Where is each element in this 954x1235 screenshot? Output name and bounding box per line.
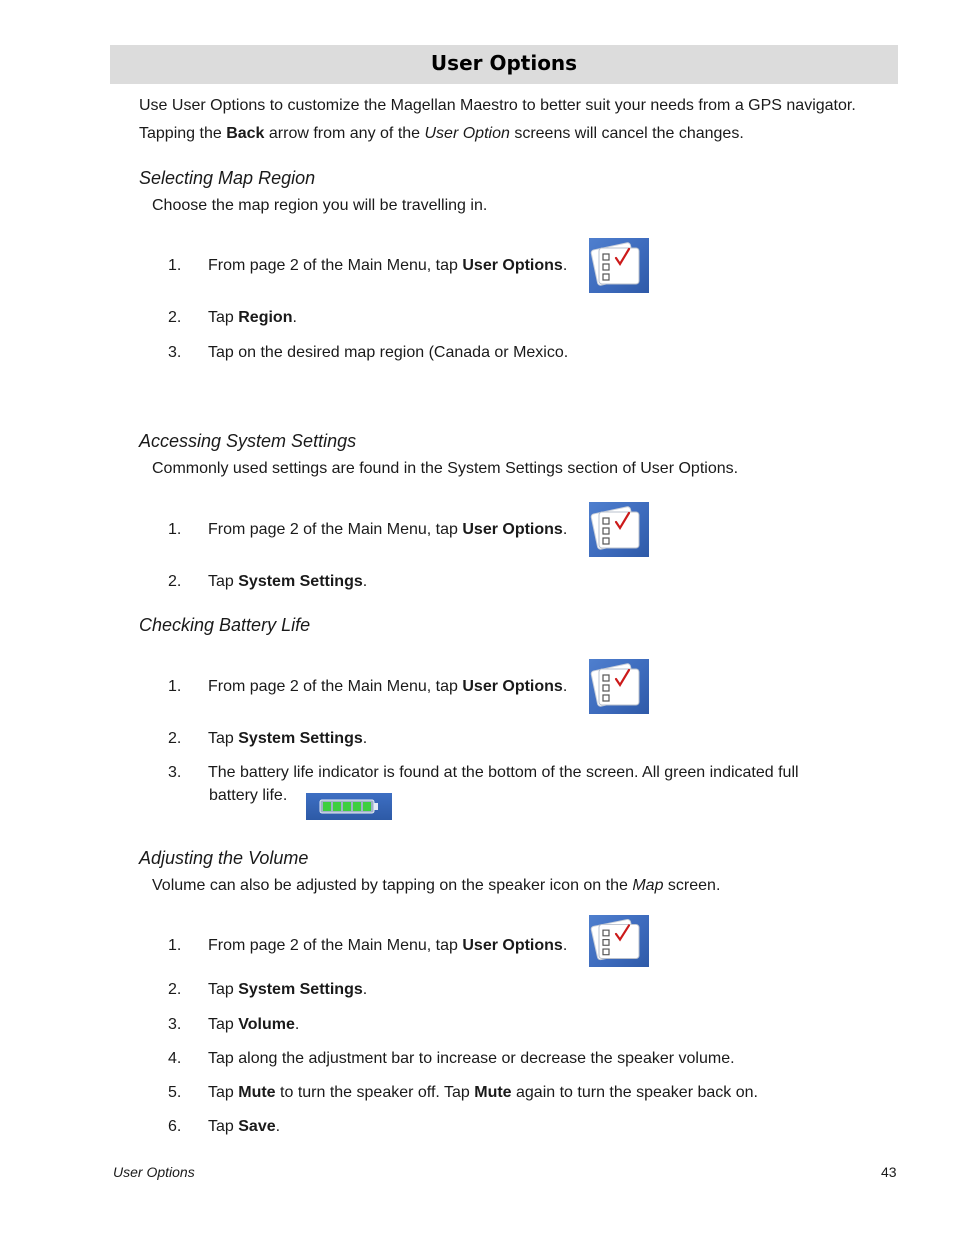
step-number: 3.	[168, 1016, 182, 1033]
step-number: 1.	[168, 937, 182, 954]
step-number: 5.	[168, 1084, 182, 1101]
step-text: battery life.	[209, 787, 288, 804]
step-text	[208, 257, 567, 275]
section-desc-system: Commonly used settings are found in the System Settings section of User Options.	[152, 460, 739, 477]
intro-text: screens will cancel the changes.	[509, 125, 744, 142]
step-number: 2.	[168, 309, 182, 326]
step-term: System Settings	[238, 573, 363, 590]
intro-text: Tapping the	[139, 125, 227, 142]
step-term: Save	[238, 1118, 276, 1135]
step-number: 2.	[168, 730, 182, 747]
intro-text: arrow from any of the	[264, 125, 425, 142]
step-text-part: .	[562, 257, 568, 274]
step-text-part: Tap	[208, 981, 239, 998]
step-term: Region	[238, 309, 293, 326]
step-number: 6.	[168, 1118, 182, 1135]
user-option-term: User Option	[424, 125, 510, 142]
checklist-icon	[589, 502, 649, 557]
step-text: Tap along the adjustment bar to increase or decrease the speaker volume.	[208, 1050, 735, 1067]
step-text-part: to turn the speaker off. Tap	[275, 1084, 475, 1101]
step-text	[208, 573, 367, 591]
step-number: 4.	[168, 1050, 182, 1067]
step-number: 3.	[168, 344, 182, 361]
map-term: Map	[632, 877, 664, 894]
step-text-part: From page 2 of the Main Menu, tap	[208, 678, 463, 695]
title-bar	[110, 45, 898, 84]
footer-section: User Options	[113, 1164, 195, 1180]
section-heading-battery: Checking Battery Life	[139, 615, 311, 635]
step-text-part: again to turn the speaker back on.	[511, 1084, 758, 1101]
section-heading-volume: Adjusting the Volume	[139, 848, 309, 868]
step-term: System Settings	[238, 730, 363, 747]
step-text: The battery life indicator is found at the bottom of the screen. All green indicated full	[208, 764, 799, 781]
page-number: 43	[881, 1164, 897, 1180]
step-text-part: Tap	[208, 309, 239, 326]
step-text: Tap on the desired map region (Canada or Mexico.	[208, 344, 569, 361]
intro-line-2	[139, 125, 744, 143]
step-number: 2.	[168, 573, 182, 590]
step-term: Mute	[474, 1084, 512, 1101]
step-text-part: .	[562, 937, 568, 954]
step-text	[208, 521, 567, 539]
step-text	[208, 1016, 299, 1034]
battery-indicator-icon	[306, 793, 392, 820]
step-term: User Options	[462, 257, 563, 274]
step-text	[208, 730, 367, 748]
intro-line-1: Use User Options to customize the Magellan Maestro to better suit your needs from a GPS navigator.	[139, 97, 856, 114]
section-heading-region: Selecting Map Region	[139, 168, 316, 188]
step-text-part: .	[362, 573, 368, 590]
step-text-part: Tap	[208, 1118, 239, 1135]
step-number: 1.	[168, 521, 182, 538]
step-text-part: Tap	[208, 730, 239, 747]
desc-text: Volume can also be adjusted by tapping on the speaker icon on the	[152, 877, 633, 894]
checklist-icon	[589, 659, 649, 714]
step-term: User Options	[462, 937, 563, 954]
step-term: System Settings	[238, 981, 363, 998]
checklist-icon	[589, 915, 649, 967]
section-desc-region: Choose the map region you will be travelling in.	[152, 197, 488, 214]
step-text-part: .	[292, 309, 297, 326]
step-text-part: .	[362, 730, 368, 747]
section-heading-system: Accessing System Settings	[139, 431, 357, 451]
step-text	[208, 1118, 280, 1136]
step-text-part: From page 2 of the Main Menu, tap	[208, 937, 463, 954]
step-text	[208, 309, 297, 327]
section-desc-volume	[152, 877, 720, 895]
step-term: Volume	[238, 1016, 295, 1033]
step-term: Mute	[238, 1084, 276, 1101]
step-text-part: Tap	[208, 1084, 239, 1101]
step-text-part: .	[275, 1118, 281, 1135]
step-text-part: .	[294, 1016, 300, 1033]
step-text	[208, 937, 567, 955]
step-text-part: .	[362, 981, 368, 998]
step-term: User Options	[462, 678, 563, 695]
step-text-part: .	[562, 678, 568, 695]
desc-text: screen.	[663, 877, 721, 894]
step-term: User Options	[462, 521, 563, 538]
step-text-part: Tap	[208, 573, 239, 590]
step-text-part: .	[562, 521, 568, 538]
step-text	[208, 1084, 758, 1102]
step-number: 1.	[168, 678, 182, 695]
step-text	[208, 981, 367, 999]
back-term: Back	[226, 125, 265, 142]
step-text-part: From page 2 of the Main Menu, tap	[208, 521, 463, 538]
step-number: 3.	[168, 764, 182, 781]
page-title: User Options	[430, 51, 578, 75]
step-text-part: From page 2 of the Main Menu, tap	[208, 257, 463, 274]
step-text	[208, 678, 567, 696]
checklist-icon	[589, 238, 649, 293]
step-text-part: Tap	[208, 1016, 239, 1033]
step-number: 2.	[168, 981, 182, 998]
step-number: 1.	[168, 257, 182, 274]
